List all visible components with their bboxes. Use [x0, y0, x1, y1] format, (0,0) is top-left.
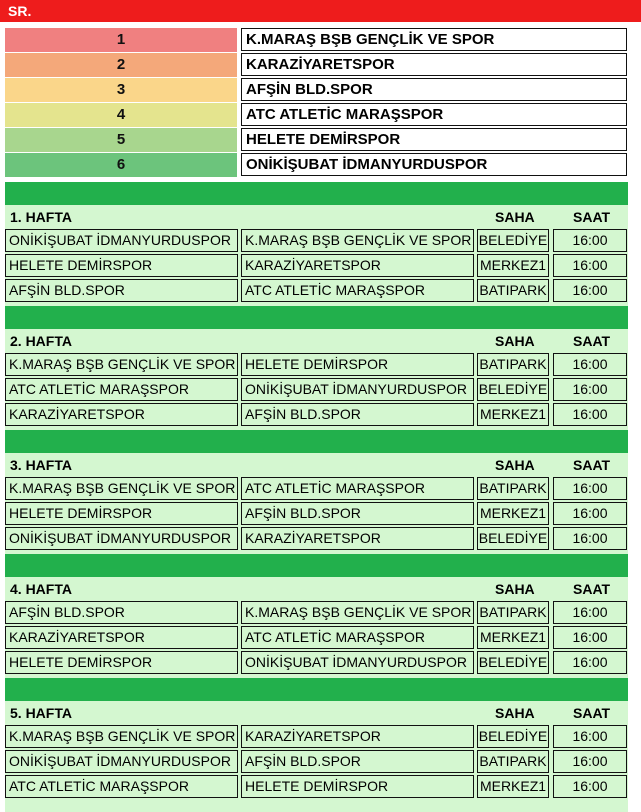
week-block	[5, 329, 628, 430]
kickoff-time: 16:00	[553, 502, 627, 525]
separator-band	[5, 430, 628, 453]
home-team: ATC ATLETİC MARAŞSPOR	[5, 378, 238, 401]
standing-rank: 2	[5, 53, 237, 77]
saat-header: SAAT	[573, 209, 611, 225]
home-team: KARAZİYARETSPOR	[5, 626, 238, 649]
match-row	[5, 651, 628, 675]
home-team: AFŞİN BLD.SPOR	[5, 279, 238, 302]
home-team: ONİKİŞUBAT İDMANYURDUSPOR	[5, 750, 238, 773]
standing-row	[5, 78, 625, 102]
kickoff-time: 16:00	[553, 403, 627, 426]
standing-row	[5, 53, 625, 77]
saat-header: SAAT	[573, 581, 611, 597]
home-team: KARAZİYARETSPOR	[5, 403, 238, 426]
match-row	[5, 279, 628, 303]
away-team: K.MARAŞ BŞB GENÇLİK VE SPOR	[241, 229, 474, 252]
match-row	[5, 527, 628, 551]
home-team: AFŞİN BLD.SPOR	[5, 601, 238, 624]
week-title: 3. HAFTA	[10, 457, 72, 473]
standing-team: KARAZİYARETSPOR	[241, 53, 627, 76]
week-block	[5, 577, 628, 678]
standing-rank: 6	[5, 153, 237, 177]
standing-team: HELETE DEMİRSPOR	[241, 128, 627, 151]
home-team: HELETE DEMİRSPOR	[5, 502, 238, 525]
venue: BATIPARK	[477, 353, 549, 376]
away-team: AFŞİN BLD.SPOR	[241, 750, 474, 773]
week-title: 1. HAFTA	[10, 209, 72, 225]
week-title: 2. HAFTA	[10, 333, 72, 349]
kickoff-time: 16:00	[553, 353, 627, 376]
away-team: KARAZİYARETSPOR	[241, 254, 474, 277]
away-team: AFŞİN BLD.SPOR	[241, 502, 474, 525]
match-row	[5, 725, 628, 749]
home-team: HELETE DEMİRSPOR	[5, 651, 238, 674]
week-title: 4. HAFTA	[10, 581, 72, 597]
standing-row	[5, 128, 625, 152]
saat-header: SAAT	[573, 705, 611, 721]
match-row	[5, 626, 628, 650]
standing-team: K.MARAŞ BŞB GENÇLİK VE SPOR	[241, 28, 627, 51]
home-team: K.MARAŞ BŞB GENÇLİK VE SPOR	[5, 725, 238, 748]
kickoff-time: 16:00	[553, 750, 627, 773]
week-block	[5, 453, 628, 554]
venue: MERKEZ1	[477, 626, 549, 649]
standing-row	[5, 153, 625, 177]
home-team: ONİKİŞUBAT İDMANYURDUSPOR	[5, 527, 238, 550]
week-title: 5. HAFTA	[10, 705, 72, 721]
sheet-header	[0, 0, 641, 22]
away-team: AFŞİN BLD.SPOR	[241, 403, 474, 426]
away-team: KARAZİYARETSPOR	[241, 527, 474, 550]
separator-band	[5, 554, 628, 577]
kickoff-time: 16:00	[553, 725, 627, 748]
venue: BATIPARK	[477, 750, 549, 773]
venue: BATIPARK	[477, 477, 549, 500]
away-team: HELETE DEMİRSPOR	[241, 353, 474, 376]
saha-header: SAHA	[495, 333, 535, 349]
kickoff-time: 16:00	[553, 229, 627, 252]
venue: MERKEZ1	[477, 775, 549, 798]
kickoff-time: 16:00	[553, 378, 627, 401]
kickoff-time: 16:00	[553, 477, 627, 500]
home-team: K.MARAŞ BŞB GENÇLİK VE SPOR	[5, 353, 238, 376]
week-block	[5, 205, 628, 306]
away-team: ATC ATLETİC MARAŞSPOR	[241, 626, 474, 649]
kickoff-time: 16:00	[553, 601, 627, 624]
away-team: ONİKİŞUBAT İDMANYURDUSPOR	[241, 378, 474, 401]
kickoff-time: 16:00	[553, 254, 627, 277]
home-team: HELETE DEMİRSPOR	[5, 254, 238, 277]
kickoff-time: 16:00	[553, 527, 627, 550]
venue: MERKEZ1	[477, 403, 549, 426]
saha-header: SAHA	[495, 581, 535, 597]
standing-row	[5, 103, 625, 127]
standing-rank: 1	[5, 28, 237, 52]
home-team: ATC ATLETİC MARAŞSPOR	[5, 775, 238, 798]
kickoff-time: 16:00	[553, 626, 627, 649]
saha-header: SAHA	[495, 209, 535, 225]
saat-header: SAAT	[573, 333, 611, 349]
venue: MERKEZ1	[477, 502, 549, 525]
standing-rank: 3	[5, 78, 237, 102]
match-row	[5, 403, 628, 427]
match-row	[5, 775, 628, 799]
separator-band	[5, 182, 628, 205]
saha-header: SAHA	[495, 705, 535, 721]
match-row	[5, 601, 628, 625]
match-row	[5, 378, 628, 402]
away-team: K.MARAŞ BŞB GENÇLİK VE SPOR	[241, 601, 474, 624]
away-team: KARAZİYARETSPOR	[241, 725, 474, 748]
venue: BATIPARK	[477, 601, 549, 624]
kickoff-time: 16:00	[553, 279, 627, 302]
match-row	[5, 750, 628, 774]
away-team: ATC ATLETİC MARAŞSPOR	[241, 477, 474, 500]
saat-header: SAAT	[573, 457, 611, 473]
match-row	[5, 502, 628, 526]
saha-header: SAHA	[495, 457, 535, 473]
away-team: ATC ATLETİC MARAŞSPOR	[241, 279, 474, 302]
match-row	[5, 353, 628, 377]
venue: BELEDİYE	[477, 229, 549, 252]
venue: MERKEZ1	[477, 254, 549, 277]
match-row	[5, 254, 628, 278]
separator-band	[5, 306, 628, 329]
home-team: ONİKİŞUBAT İDMANYURDUSPOR	[5, 229, 238, 252]
separator-band	[5, 678, 628, 701]
venue: BELEDİYE	[477, 725, 549, 748]
kickoff-time: 16:00	[553, 775, 627, 798]
standing-team: ATC ATLETİC MARAŞSPOR	[241, 103, 627, 126]
standing-team: AFŞİN BLD.SPOR	[241, 78, 627, 101]
away-team: ONİKİŞUBAT İDMANYURDUSPOR	[241, 651, 474, 674]
standing-rank: 5	[5, 128, 237, 152]
header-label: SR.	[8, 3, 32, 19]
match-row	[5, 229, 628, 253]
kickoff-time: 16:00	[553, 651, 627, 674]
venue: BELEDİYE	[477, 378, 549, 401]
venue: BELEDİYE	[477, 527, 549, 550]
venue: BATIPARK	[477, 279, 549, 302]
week-block	[5, 701, 628, 812]
standing-row	[5, 28, 625, 52]
away-team: HELETE DEMİRSPOR	[241, 775, 474, 798]
standing-team: ONİKİŞUBAT İDMANYURDUSPOR	[241, 153, 627, 176]
home-team: K.MARAŞ BŞB GENÇLİK VE SPOR	[5, 477, 238, 500]
standing-rank: 4	[5, 103, 237, 127]
venue: BELEDİYE	[477, 651, 549, 674]
match-row	[5, 477, 628, 501]
